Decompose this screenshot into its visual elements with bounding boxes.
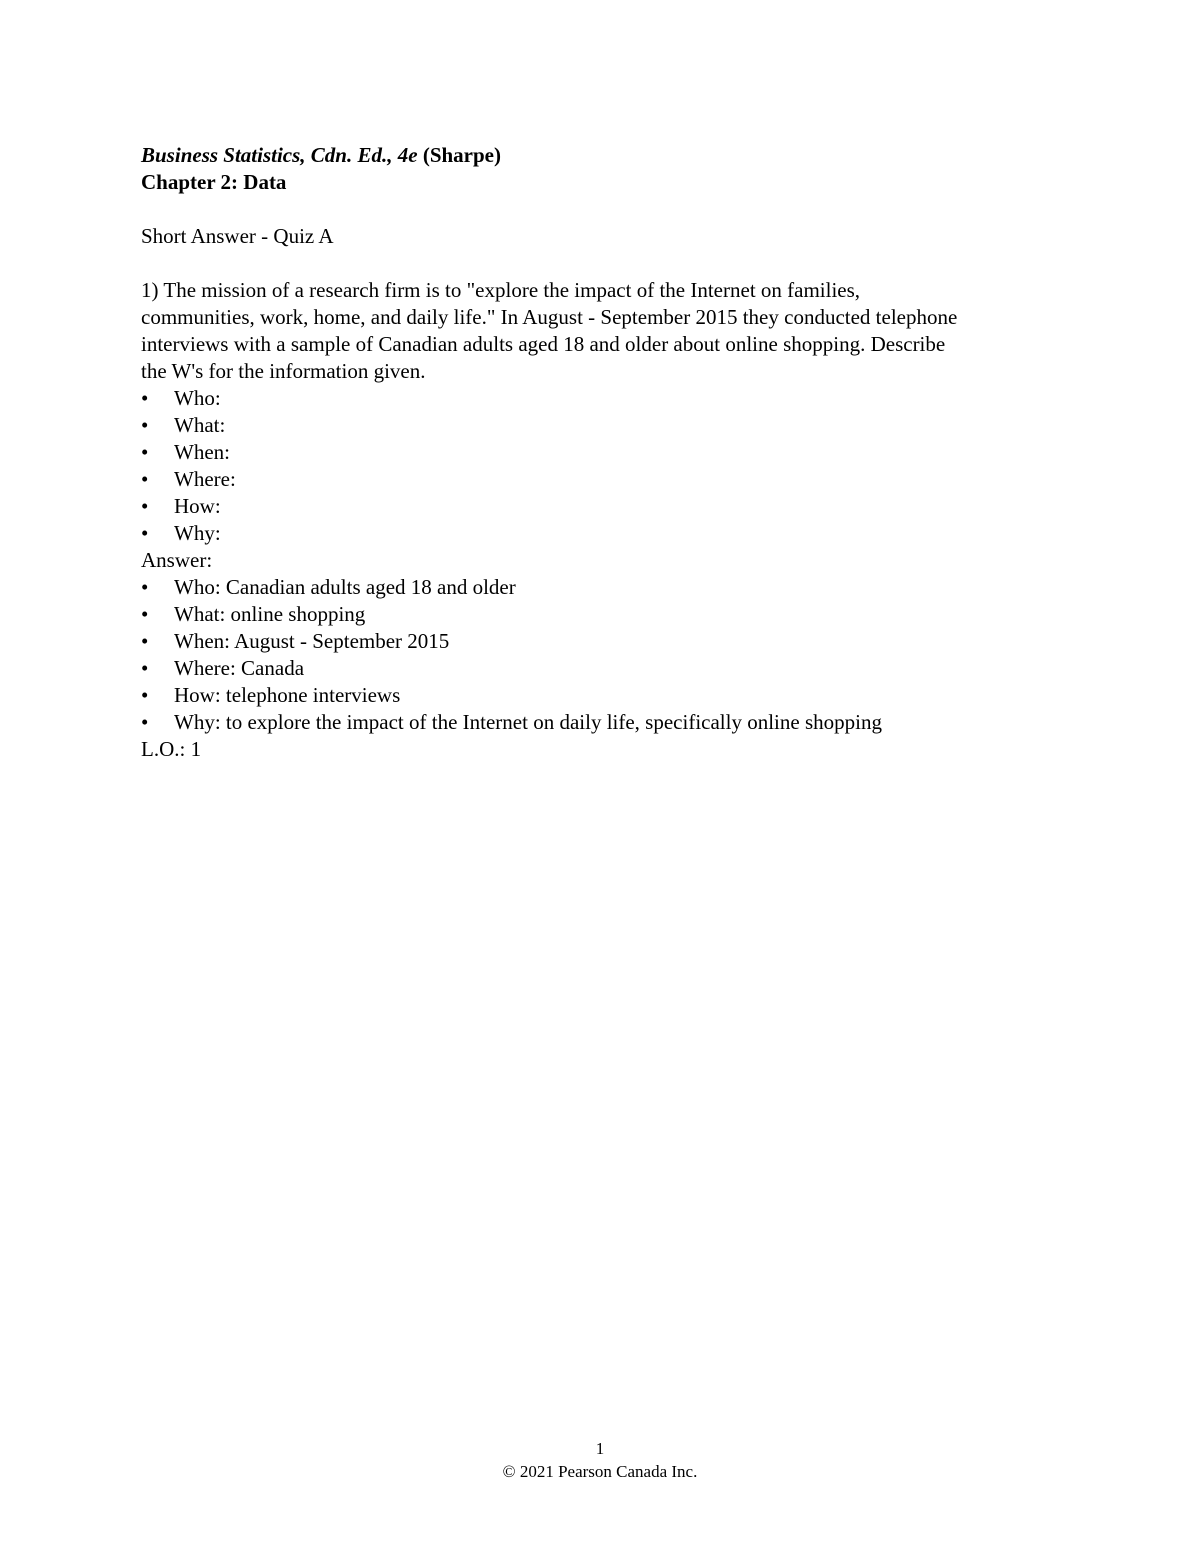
bullet-icon: • xyxy=(141,440,149,464)
question-line: communities, work, home, and daily life." In August - September 2015 they conducted telephone xyxy=(141,305,958,329)
question-line: interviews with a sample of Canadian adults aged 18 and older about online shopping. Describe xyxy=(141,332,946,356)
list-item-text: What: xyxy=(174,413,226,437)
list-item xyxy=(141,628,1071,655)
question-text xyxy=(141,277,1071,385)
bullet-icon: • xyxy=(141,683,149,707)
list-item-text: What: online shopping xyxy=(174,602,366,626)
list-item-text: How: xyxy=(174,494,221,518)
question-line: the W's for the information given. xyxy=(141,359,426,383)
list-item xyxy=(141,466,1071,493)
list-item-text: When: August - September 2015 xyxy=(174,629,450,653)
bullet-icon: • xyxy=(141,521,149,545)
list-item xyxy=(141,682,1071,709)
list-item xyxy=(141,439,1071,466)
spacer xyxy=(141,196,1071,223)
bullet-icon: • xyxy=(141,467,149,491)
document-body xyxy=(141,142,1071,763)
section-title: Short Answer - Quiz A xyxy=(141,224,334,248)
book-title: Business Statistics, Cdn. Ed., 4e xyxy=(141,143,418,167)
copyright-notice: © 2021 Pearson Canada Inc. xyxy=(502,1462,698,1481)
bullet-icon: • xyxy=(141,386,149,410)
chapter-title: Chapter 2: Data xyxy=(141,170,287,194)
answer-bullet-list xyxy=(141,574,1071,736)
bullet-icon: • xyxy=(141,710,149,734)
list-item-text: Where: xyxy=(174,467,236,491)
answer-label: Answer: xyxy=(141,548,213,572)
list-item xyxy=(141,493,1071,520)
list-item xyxy=(141,574,1071,601)
book-author: (Sharpe) xyxy=(422,143,501,167)
list-item-text: Why: xyxy=(174,521,221,545)
list-item-text: Where: Canada xyxy=(174,656,305,680)
question-bullet-list xyxy=(141,385,1071,547)
page-number: 1 xyxy=(595,1439,605,1458)
list-item xyxy=(141,520,1071,547)
list-item-text: Who: Canadian adults aged 18 and older xyxy=(174,575,516,599)
bullet-icon: • xyxy=(141,413,149,437)
question-line: 1) The mission of a research firm is to "explore the impact of the Internet on families, xyxy=(141,278,861,302)
book-title-line xyxy=(141,142,1071,169)
bullet-icon: • xyxy=(141,629,149,653)
spacer xyxy=(141,250,1071,277)
list-item-text: How: telephone interviews xyxy=(174,683,401,707)
learning-objective: L.O.: 1 xyxy=(141,737,202,761)
bullet-icon: • xyxy=(141,575,149,599)
bullet-icon: • xyxy=(141,602,149,626)
list-item xyxy=(141,655,1071,682)
list-item xyxy=(141,412,1071,439)
list-item-text: When: xyxy=(174,440,230,464)
list-item-text: Why: to explore the impact of the Internet on daily life, specifically online shopping xyxy=(174,710,882,734)
bullet-icon: • xyxy=(141,494,149,518)
list-item xyxy=(141,385,1071,412)
list-item-text: Who: xyxy=(174,386,221,410)
bullet-icon: • xyxy=(141,656,149,680)
list-item xyxy=(141,709,1071,736)
list-item xyxy=(141,601,1071,628)
